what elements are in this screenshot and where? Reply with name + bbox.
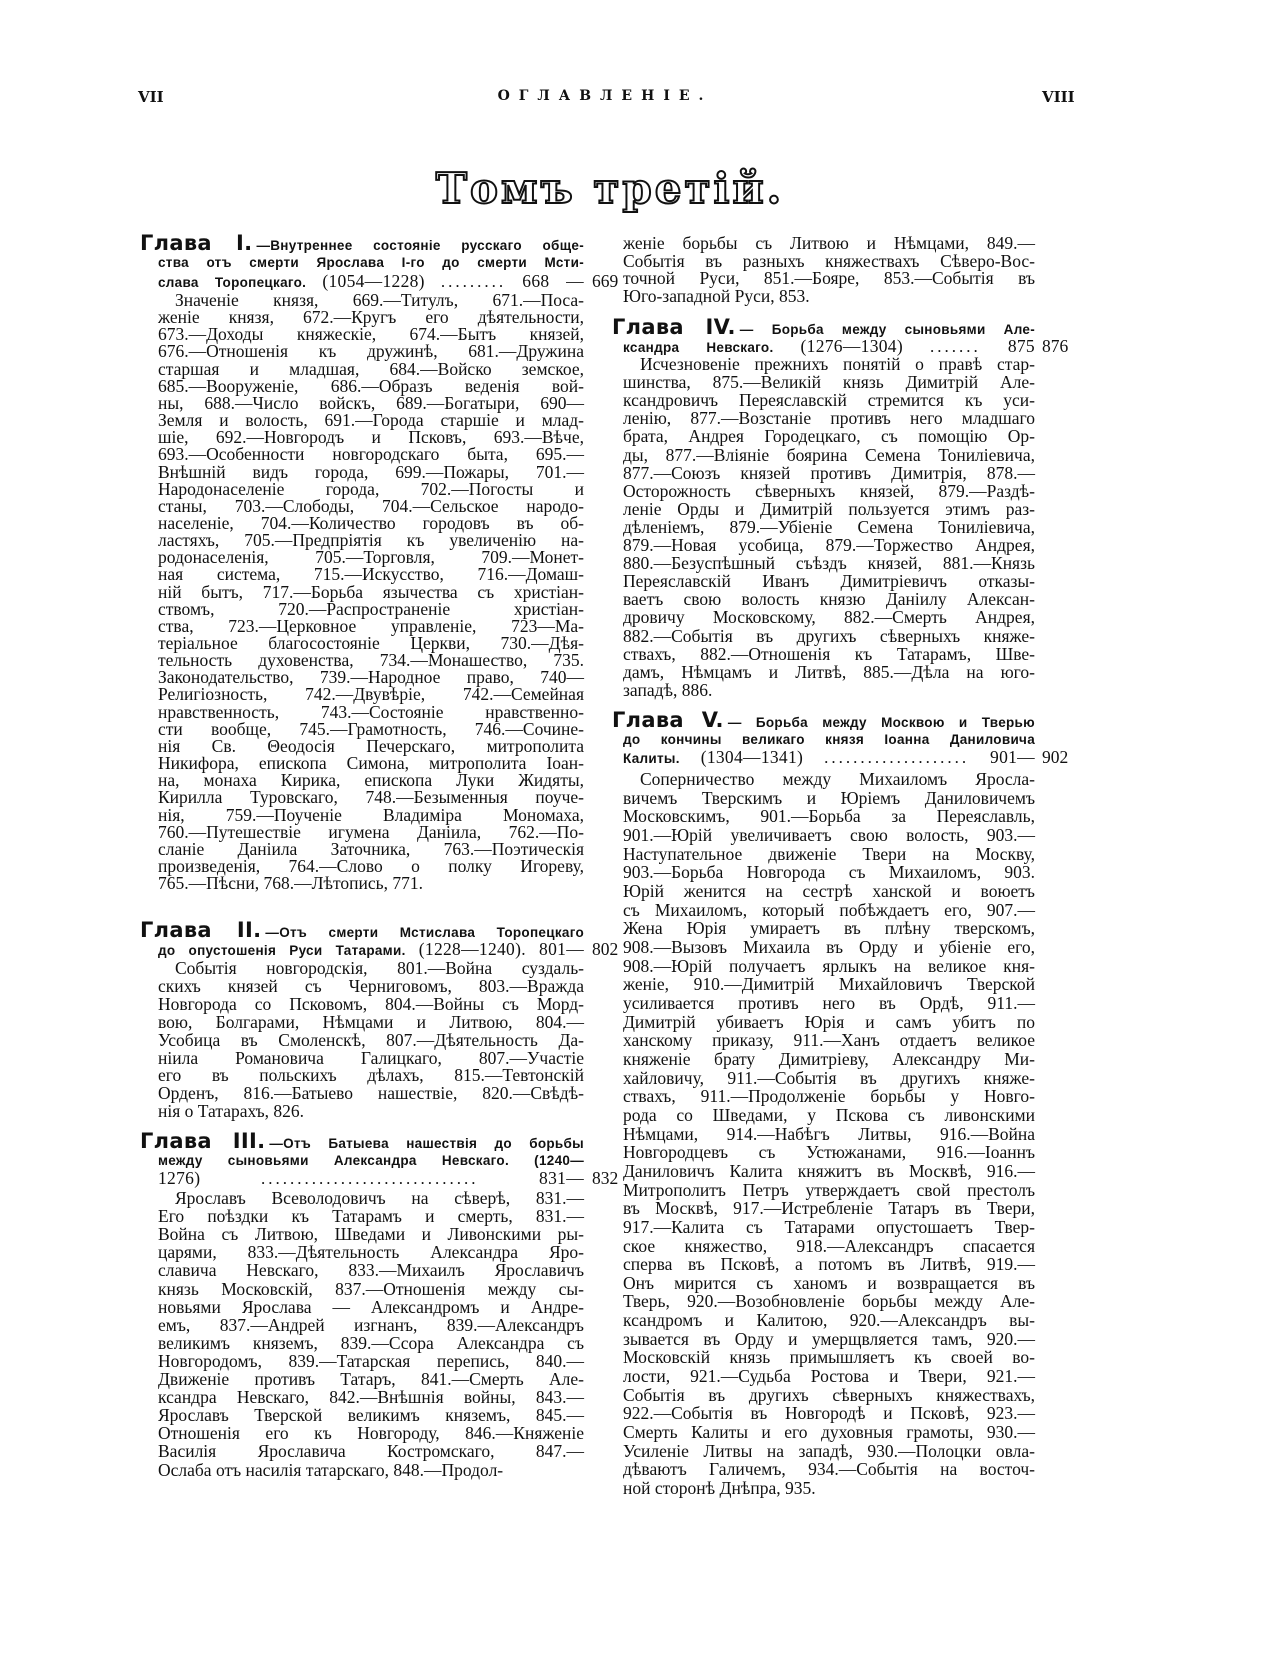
- toc-text-line: Наступательное движеніе Твери на Москву,: [623, 843, 1035, 864]
- toc-text-line: 685.—Вооруженіе, 686.—Образъ веденія вой-: [158, 375, 584, 396]
- toc-text-line: 879.—Новая усобица, 879.—Торжество Андрея,: [623, 535, 1035, 555]
- toc-text-line: Новгорода со Псковомъ, 804.—Войны съ Морд-: [158, 993, 584, 1014]
- toc-text-line: Московскимъ, 901.—Борьба за Переяславль,: [623, 806, 1035, 827]
- page-start: 668 —: [522, 271, 584, 291]
- chapter-title: — Борьба между Москвою и Тверью: [727, 715, 1035, 730]
- dot-leader: .........: [440, 272, 507, 291]
- toc-text-line: Значеніе князя, 669.—Титулъ, 671.—Поса-: [175, 290, 584, 310]
- toc-text-line: 882.—Событія въ другихъ сѣверныхъ княже-: [623, 625, 1035, 646]
- toc-text-line: Событія новгородскія, 801.—Война суздаль-: [175, 958, 584, 978]
- toc-text-line: емъ, 837.—Андрей изгнанъ, 839.—Александръ: [158, 1314, 584, 1335]
- toc-text-line: 901.—Юрій увеличиваетъ свою волость, 903.—: [623, 824, 1035, 845]
- chapter-heading-line: [158, 272, 584, 291]
- toc-text-line: ствахъ, 882.—Отношенія къ Татарамъ, Шве-: [623, 643, 1035, 664]
- toc-text-line: Юго-западной Руси, 853.: [623, 286, 810, 307]
- toc-text-line: его въ польскихъ дѣлахъ, 815.—Тевтонскій: [158, 1065, 584, 1086]
- chapter-heading-line: [140, 231, 584, 255]
- chapter-heading-line: [158, 253, 584, 272]
- chapter-title: между сыновьями Александра Невскаго. (1240—: [158, 1152, 584, 1168]
- page-end: 832: [592, 1168, 619, 1188]
- toc-text-line: нравственность, 743.—Состояніе нравственно-: [158, 701, 584, 722]
- toc-text-line: лости, 921.—Судьба Ростова и Твери, 921.—: [623, 1366, 1035, 1387]
- chapter-title: ксандра Невскаго.: [623, 339, 774, 355]
- toc-text-line: Земля и волость, 691.—Города старшіе и млад-: [158, 410, 584, 431]
- toc-text-line: Религіозность, 742.—Двувѣріе, 742.—Семейная: [158, 684, 584, 705]
- toc-text-line: Событія въ другихъ сѣверныхъ княжествахъ,: [623, 1384, 1035, 1405]
- chapter-heading-line: [612, 315, 1035, 339]
- toc-text-line: на, монаха Кирика, епископа Луки Жидяты,: [158, 770, 584, 791]
- chapter-heading-line: [612, 708, 1035, 732]
- toc-text-line: ксандромъ и Калитою, 920.—Александръ вы-: [623, 1310, 1035, 1331]
- dot-leader: ..............................: [260, 1169, 479, 1188]
- running-title: ОГЛАВЛЕНІЕ.: [497, 88, 713, 104]
- toc-text-line: женіе князя, 672.—Кругъ его дѣятельности,: [158, 307, 584, 328]
- toc-text-line: ства, 723.—Церковное управленіе, 723—Ма-: [158, 615, 584, 636]
- toc-text-line: Димитрій убиваетъ Юрія и самъ убитъ по: [623, 1011, 1035, 1032]
- toc-text-line: усиливается противъ него въ Ордѣ, 911.—: [623, 992, 1035, 1013]
- toc-text-line: Война съ Литвою, Шведами и Ливонскими ры-: [158, 1224, 584, 1245]
- chapter-heading-line: [158, 940, 584, 959]
- toc-text-line: новьями Ярослава — Александромъ и Андре-: [158, 1296, 584, 1317]
- toc-text-line: дѣленіемъ, 879.—Убіеніе Семена Тониліевича,: [623, 516, 1035, 537]
- chapter-years: (1228—1240).: [418, 939, 526, 959]
- toc-text-line: хайловичу, 911.—Событія въ другихъ княже-: [623, 1067, 1035, 1088]
- toc-text-line: нія Св. Θеодосія Печерскаго, митрополита: [158, 735, 584, 756]
- toc-text-line: Жена Юрія умираетъ въ плѣну тверскомъ,: [623, 918, 1035, 939]
- chapter-label: Глава V.: [612, 708, 724, 732]
- chapter-title: — Борьба между сыновьями Але-: [739, 322, 1035, 337]
- toc-text-line: произведенія, 764.—Слово о полку Игореву,: [158, 855, 584, 876]
- chapter-heading-line: [623, 730, 1035, 749]
- toc-text-line: нія о Татарахъ, 826.: [158, 1101, 304, 1122]
- chapter-years: (1276—1304): [800, 335, 903, 356]
- toc-text-line: Онъ мирится съ ханомъ и возвращается въ: [623, 1272, 1035, 1293]
- chapter-years: 1276): [158, 1168, 201, 1188]
- toc-text-line: славича Невскаго, 833.—Михаилъ Ярославичъ: [158, 1260, 584, 1281]
- toc-text-line: шіе, 692.—Новгородъ и Псковъ, 693.—Вѣче,: [158, 427, 584, 448]
- toc-text-line: Кирилла Туровскаго, 748.—Безыменныя поуче-: [158, 787, 584, 808]
- chapter-years: (1054—1228): [322, 271, 425, 291]
- toc-text-line: Ослаба отъ насилія татарскаго, 848.—Продол-: [158, 1459, 504, 1480]
- toc-text-line: брата, Андрея Городецкаго, съ помощію Ор-: [623, 426, 1035, 447]
- toc-text-line: Никифора, епископа Симона, митрополита Іоан-: [158, 753, 584, 774]
- chapter-heading-line: [623, 748, 1035, 767]
- toc-text-line: старшая и младшая, 684.—Войско земское,: [158, 358, 584, 379]
- toc-text-line: ніила Романовича Галицкаго, 807.—Участіе: [158, 1047, 584, 1068]
- toc-text-line: шинства, 875.—Великій князь Димитрій Але-: [623, 372, 1035, 393]
- toc-text-line: Народонаселеніе города, 702.—Погосты и: [158, 478, 584, 499]
- page-end: 902: [1042, 747, 1069, 767]
- page-start: 831—: [539, 1168, 584, 1188]
- page-number-left: VII: [138, 88, 164, 106]
- volume-title: Томъ третій.: [435, 164, 785, 213]
- toc-text-line: ластяхъ, 705.—Предпріятія къ увеличенію на-: [158, 530, 584, 551]
- toc-text-line: Ярославъ Всеволодовичъ на сѣверѣ, 831.—: [175, 1188, 584, 1208]
- chapter-title: до опустошенія Руси Татарами.: [158, 943, 406, 958]
- toc-text-line: Отношенія его къ Новгороду, 846.—Княженіе: [158, 1423, 584, 1444]
- toc-text-line: населеніе, 704.—Количество городовъ въ об-: [158, 512, 584, 533]
- toc-text-line: князь Московскій, 837.—Отношенія между сы-: [158, 1278, 584, 1299]
- toc-text-line: станы, 703.—Слободы, 704.—Сельское народо-: [158, 495, 584, 516]
- toc-text-line: леніе Орды и Димитрій пользуется этимъ раз-: [623, 498, 1035, 519]
- toc-text-line: теріальное благосостояніе Церкви, 730.—Дѣя-: [158, 633, 584, 653]
- toc-text-line: Даниловичъ Калита княжитъ въ Москвѣ, 916.—: [623, 1160, 1035, 1181]
- toc-text-line: Митрополитъ Петръ утверждаетъ свой престолъ: [623, 1179, 1035, 1200]
- page-start: 875: [1007, 335, 1035, 356]
- chapter-title: до кончины великаго князя Іоанна Даниловича: [623, 731, 1035, 747]
- toc-text-line: тельность духовенства, 734.—Монашество, 735.: [158, 650, 584, 671]
- toc-text-line: Его поѣздки къ Татарамъ и смерть, 831.—: [158, 1206, 584, 1227]
- toc-text-line: Законодательство, 739.—Народное право, 740—: [158, 667, 584, 688]
- toc-text-line: царями, 833.—Дѣятельность Александра Яро-: [158, 1242, 584, 1263]
- toc-text-line: ваетъ свою волость князю Даніилу Алексан-: [623, 589, 1035, 610]
- toc-text-line: Переяславскій Иванъ Димитріевичъ отказы-: [623, 571, 1035, 592]
- toc-text-line: Исчезновеніе прежнихъ понятій о правѣ стар-: [640, 354, 1035, 374]
- toc-text-line: дровичу Московскому, 882.—Смерть Андрея,: [623, 607, 1035, 628]
- toc-text-line: ды, 877.—Вліяніе боярина Семена Тониліевича,: [623, 444, 1035, 465]
- toc-text-line: 760.—Путешествіе игумена Даніила, 762.—По-: [158, 821, 584, 842]
- toc-text-line: 693.—Особенности новгородскаго быта, 695.—: [158, 444, 584, 465]
- chapter-heading-line: [158, 1151, 584, 1170]
- chapter-title: —Отъ смерти Мстислава Торопецкаго: [265, 925, 584, 940]
- toc-text-line: ній бытъ, 717.—Борьба язычества съ христіан-: [158, 581, 584, 602]
- toc-text-line: Василія Ярославича Костромскаго, 847.—: [158, 1441, 584, 1462]
- toc-text-line: Тверь, 920.—Возобновленіе борьбы между Але-: [623, 1291, 1035, 1312]
- toc-text-line: рода со Шведами, у Пскова съ ливонскими: [623, 1104, 1035, 1125]
- chapter-heading-line: [158, 1169, 584, 1188]
- toc-text-line: Новгородомъ, 839.—Татарская перепись, 840.—: [158, 1350, 584, 1371]
- page-start: 901—: [990, 747, 1035, 767]
- toc-text-line: ксандра Невскаго, 842.—Внѣшнія войны, 843.—: [158, 1387, 584, 1408]
- toc-text-line: 903.—Борьба Новгорода съ Михаиломъ, 903.: [623, 862, 1035, 883]
- toc-text-line: ленію, 877.—Возстаніе противъ него младшаго: [623, 408, 1035, 429]
- toc-text-line: 908.—Вызовъ Михаила въ Орду и убіеніе его,: [623, 936, 1035, 957]
- toc-text-line: 922.—Событія въ Новгородѣ и Псковѣ, 923.—: [623, 1403, 1035, 1424]
- toc-text-line: ксандровичъ Переяславскій стремится къ уси-: [623, 390, 1035, 411]
- toc-text-line: сперва въ Псковѣ, а потомъ въ Литвѣ, 919.—: [623, 1254, 1035, 1275]
- toc-text-line: Орденъ, 816.—Батыево нашествіе, 820.—Свѣдѣ-: [158, 1083, 584, 1104]
- toc-text-line: ной сторонѣ Днѣпра, 935.: [623, 1478, 816, 1499]
- toc-text-line: сти вообще, 745.—Грамотность, 746.—Сочине-: [158, 718, 584, 739]
- toc-text-line: 765.—Пѣсни, 768.—Лѣтопись, 771.: [158, 873, 424, 894]
- toc-text-line: княженіе брату Димитріеву, Александру Ми-: [623, 1048, 1035, 1069]
- toc-text-line: точной Руси, 851.—Бояре, 853.—Событія въ: [623, 268, 1035, 289]
- toc-text-line: великимъ княземъ, 839.—Ссора Александра съ: [158, 1332, 584, 1353]
- toc-text-line: ханскому приказу, 911.—Ханъ отдаетъ великое: [623, 1030, 1035, 1051]
- toc-text-line: дѣваютъ Галичемъ, 934.—Событія на восточ-: [623, 1459, 1035, 1480]
- toc-text-line: западѣ, 886.: [623, 679, 713, 700]
- toc-text-line: дамъ, Нѣмцамъ и Литвѣ, 885.—Дѣла на юго-: [623, 661, 1035, 682]
- chapter-label: Глава IV.: [612, 315, 736, 339]
- toc-text-line: ствомъ, 720.—Распространеніе христіан-: [158, 598, 584, 619]
- toc-text-line: Соперничество между Михаиломъ Яросла-: [640, 769, 1035, 789]
- chapter-heading-line: [623, 337, 1035, 356]
- toc-text-line: Усиленіе Литвы на западѣ, 930.—Полоцки овла-: [623, 1440, 1035, 1461]
- toc-text-line: вою, Болгарами, Нѣмцами и Литвою, 804.—: [158, 1011, 584, 1032]
- toc-text-line: женіе борьбы съ Литвою и Нѣмцами, 849.—: [623, 233, 1035, 253]
- toc-text-line: Событія въ разныхъ княжествахъ Сѣверо-Вос-: [623, 250, 1035, 271]
- toc-text-line: ны, 688.—Число войскъ, 689.—Богатыри, 690—: [158, 392, 584, 413]
- chapter-label: Глава I.: [140, 231, 253, 255]
- chapter-title: —Отъ Батыева нашествія до борьбы: [269, 1136, 585, 1151]
- toc-text-line: ная система, 715.—Искусство, 716.—Домаш-: [158, 564, 584, 585]
- toc-text-line: женіе, 910.—Димитрій Михайловичъ Тверской: [623, 974, 1035, 995]
- toc-text-line: Движеніе противъ Татаръ, 841.—Смерть Але-: [158, 1369, 584, 1389]
- page-end: 876: [1042, 335, 1069, 356]
- toc-text-line: 877.—Союзъ князей противъ Димитрія, 878.—: [623, 462, 1035, 483]
- toc-text-line: ствахъ, 911.—Продолженіе борьбы у Новго-: [623, 1086, 1035, 1107]
- toc-text-line: Усобица въ Смоленскѣ, 807.—Дѣятельность Да-: [158, 1029, 584, 1050]
- toc-text-line: съ Михаиломъ, который побѣждаетъ его, 907.—: [623, 899, 1035, 920]
- toc-text-line: Нѣмцами, 914.—Набѣгъ Литвы, 916.—Война: [623, 1123, 1035, 1144]
- toc-text-line: Внѣшній видъ города, 699.—Пожары, 701.—: [158, 461, 584, 482]
- toc-text-line: зывается въ Орду и умерщвляется тамъ, 920.—: [623, 1328, 1035, 1349]
- toc-text-line: Новгородцевъ съ Устюжанами, 916.—Іоаннъ: [623, 1142, 1035, 1163]
- toc-text-line: ское княжество, 918.—Александръ спасается: [623, 1235, 1035, 1256]
- toc-text-line: 676.—Отношенія къ дружинѣ, 681.—Дружина: [158, 341, 584, 362]
- toc-text-line: нія, 759.—Поученіе Владиміра Мономаха,: [158, 804, 584, 825]
- toc-text-line: Смерть Калиты и его духовныя грамоты, 930.—: [623, 1422, 1035, 1443]
- toc-text-line: вичемъ Тверскимъ и Юріемъ Даниловичемъ: [623, 787, 1035, 808]
- toc-text-line: 880.—Безуспѣшный съѣздъ князей, 881.—Князь: [623, 553, 1035, 574]
- toc-text-line: родонаселенія, 705.—Торговля, 709.—Монет-: [158, 547, 584, 568]
- toc-text-line: Юрій женится на сестрѣ ханской и воюетъ: [623, 880, 1035, 901]
- chapter-years: (1304—1341): [700, 747, 804, 767]
- toc-text-line: 917.—Калита съ Татарами опустошаетъ Твер-: [623, 1216, 1035, 1237]
- chapter-label: Глава III.: [140, 1129, 266, 1153]
- page-end: 669: [592, 271, 619, 291]
- toc-text-line: въ Москвѣ, 917.—Истребленіе Татаръ въ Твери,: [623, 1198, 1035, 1219]
- toc-text-line: 673.—Доходы княжескіе, 674.—Бытъ князей,: [158, 324, 584, 345]
- chapter-label: Глава II.: [140, 918, 262, 942]
- toc-text-line: сланіе Даніила Заточника, 763.—Поэтическія: [158, 838, 584, 859]
- dot-leader: .......: [930, 336, 981, 356]
- toc-text-line: 908.—Юрій получаетъ ярлыкъ на великое кня-: [623, 955, 1035, 976]
- chapter-title: Калиты.: [623, 751, 680, 766]
- chapter-title: ства отъ смерти Ярослава I-го до смерти Мсти-: [158, 255, 584, 270]
- chapter-title: слава Торопецкаго.: [158, 275, 307, 290]
- dot-leader: ....................: [824, 748, 970, 767]
- chapter-heading-line: [140, 918, 584, 942]
- chapter-heading-line: [140, 1129, 585, 1153]
- toc-text-line: Ярославъ Тверской великимъ княземъ, 845.—: [158, 1405, 584, 1426]
- toc-text-line: Осторожность сѣверныхъ князей, 879.—Раздѣ-: [623, 480, 1035, 501]
- page-end: 802: [592, 939, 619, 959]
- toc-text-line: Московскій князь примышляетъ къ своей во-: [623, 1347, 1035, 1368]
- page-number-right: VIII: [1042, 88, 1075, 106]
- page-start: 801—: [539, 939, 584, 959]
- chapter-title: —Внутреннее состояніе русскаго обще-: [256, 238, 584, 253]
- toc-text-line: скихъ князей съ Черниговомъ, 803.—Вражда: [158, 975, 584, 996]
